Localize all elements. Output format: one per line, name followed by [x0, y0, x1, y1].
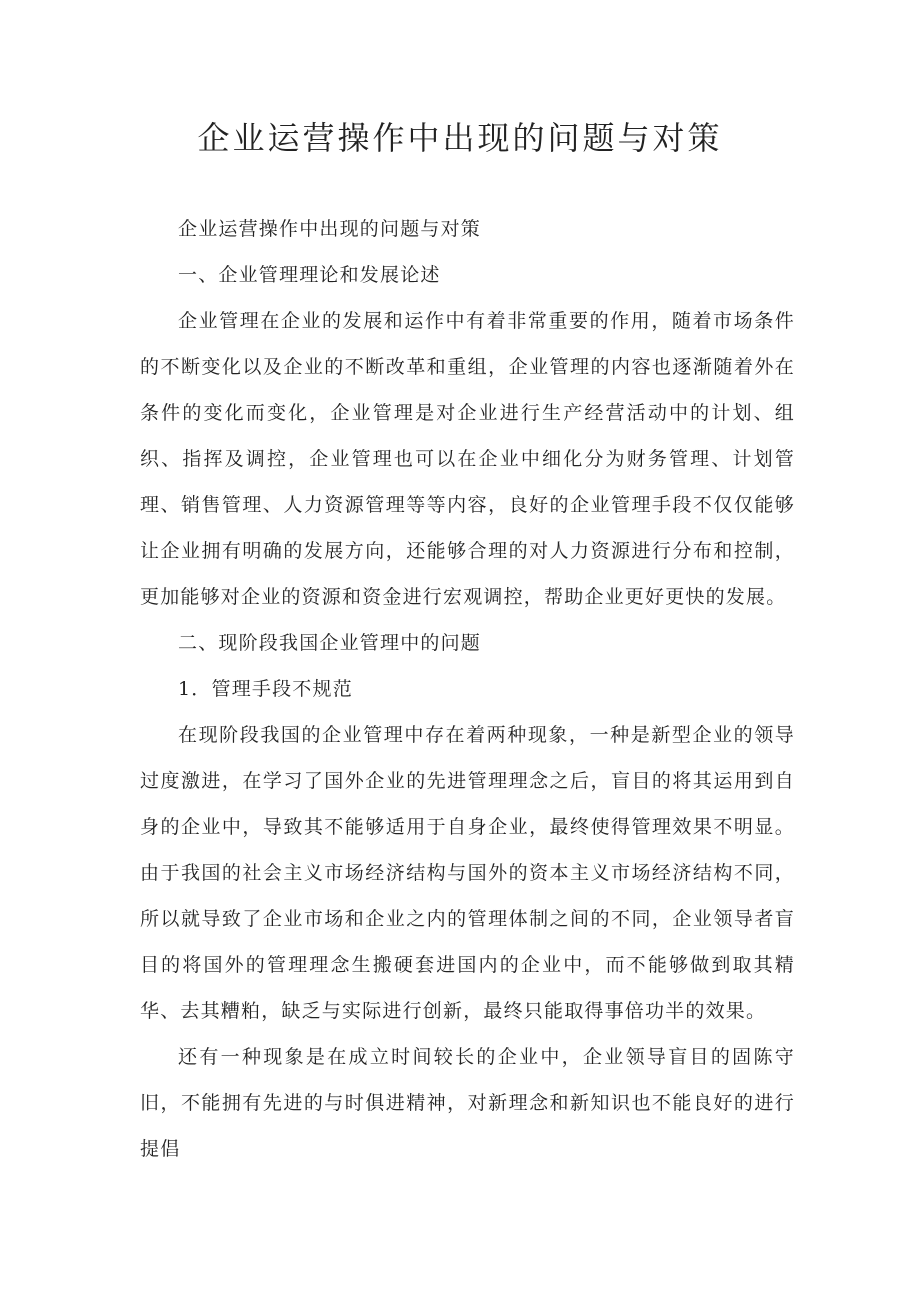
subsection-heading-1: 1．管理手段不规范: [178, 678, 353, 700]
paragraph-management-problems: 在现阶段我国的企业管理中存在着两种现象，一种是新型企业的领导过度激进，在学习了国外企业的先进管理理念之后，盲目的将其运用到自身的企业中，导致其不能够适用于自身企业，最终使得管理效果不明显。由于我国的社会主义市场经济结构与国外的资本主义市场经济结构不同，所以就导致了企业市场和企业之内的管理体制之间的不同，企业领导者盲目的将国外的管理理念生搬硬套进国内的企业中，而不能够做到取其精华、去其糟粕，缺乏与实际进行创新，最终只能取得事倍功半的效果。: [140, 724, 795, 1022]
document-body: [140, 206, 795, 1172]
paragraph-repeated-title: 企业运营操作中出现的问题与对策: [178, 218, 482, 240]
section-heading-2: 二、现阶段我国企业管理中的问题: [178, 632, 482, 654]
paragraph-conservative-phenomenon: 还有一种现象是在成立时间较长的企业中，企业领导盲目的固陈守旧，不能拥有先进的与时俱进精神，对新理念和新知识也不能良好的进行提倡: [140, 1046, 795, 1160]
document-title: 企业运营操作中出现的问题与对策: [197, 119, 723, 157]
section-heading-1: 一、企业管理理论和发展论述: [178, 264, 441, 286]
paragraph-management-theory: 企业管理在企业的发展和运作中有着非常重要的作用，随着市场条件的不断变化以及企业的不断改革和重组，企业管理的内容也逐渐随着外在条件的变化而变化，企业管理是对企业进行生产经营活动中的计划、组织、指挥及调控，企业管理也可以在企业中细化分为财务管理、计划管理、销售管理、人力资源管理等等内容，良好的企业管理手段不仅仅能够让企业拥有明确的发展方向，还能够合理的对人力资源进行分布和控制，更加能够对企业的资源和资金进行宏观调控，帮助企业更好更快的发展。: [140, 310, 795, 608]
